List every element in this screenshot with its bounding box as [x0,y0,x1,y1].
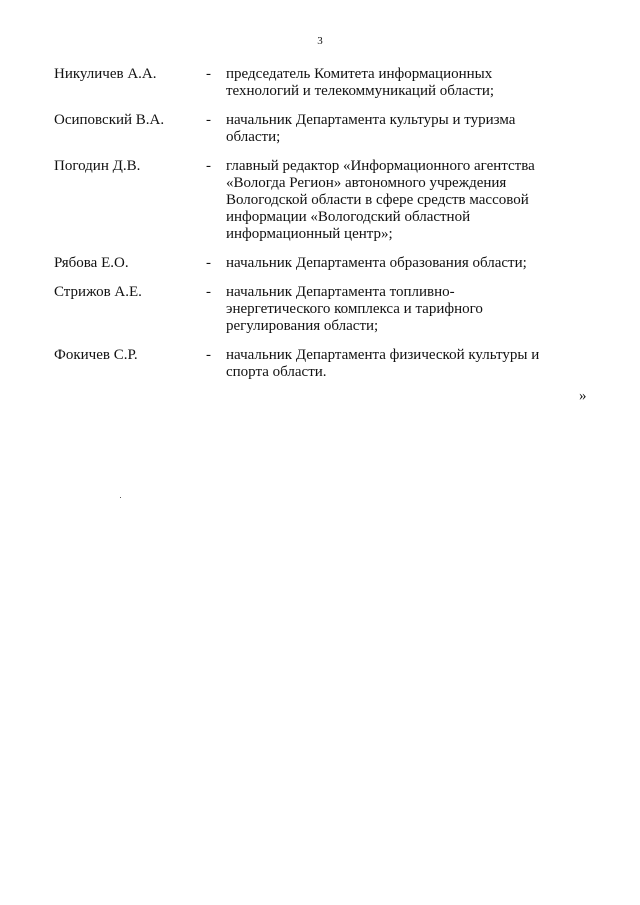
member-name: Погодин Д.В. [54,158,141,174]
member-row [54,158,594,243]
position-line: энергетического комплекса и тарифного [226,301,483,317]
position-line: области; [226,129,281,145]
position-line: начальник Департамента культуры и туризма [226,112,516,128]
member-name: Рябова Е.О. [54,255,129,271]
position-line: начальник Департамента топливно- [226,284,455,300]
member-name: Стрижов А.Е. [54,284,142,300]
position-line: председатель Комитета информационных [226,66,493,82]
member-row [54,284,594,335]
member-position [226,112,594,146]
member-dash: - [206,158,211,174]
member-name: Фокичев С.Р. [54,347,138,363]
member-list [54,66,594,393]
position-line: начальник Департамента физической культуры и [226,347,540,363]
position-line: главный редактор «Информационного агентства [226,158,535,174]
position-line: «Вологда Регион» автономного учреждения [226,175,507,191]
member-position [226,284,594,335]
stray-mark [120,497,121,498]
member-row [54,255,594,272]
member-name: Никуличев А.А. [54,66,157,82]
position-line: технологий и телекоммуникаций области; [226,83,495,99]
member-position [226,255,594,272]
position-line: регулирования области; [226,318,379,334]
member-row [54,347,594,381]
member-row [54,66,594,100]
position-line: информационный центр»; [226,226,393,242]
position-line: информации «Вологодский областной [226,209,471,225]
page-number: 3 [317,35,323,47]
member-name: Осиповский В.А. [54,112,165,128]
member-position [226,66,594,100]
member-dash: - [206,255,211,271]
closing-quote: » [579,388,587,404]
member-dash: - [206,347,211,363]
position-line: Вологодской области в сфере средств массовой [226,192,529,208]
position-line: спорта области. [226,364,327,380]
member-dash: - [206,284,211,300]
member-position [226,347,594,381]
member-row [54,112,594,146]
member-dash: - [206,112,211,128]
position-line: начальник Департамента образования области; [226,255,527,271]
member-dash: - [206,66,211,82]
member-position [226,158,594,243]
